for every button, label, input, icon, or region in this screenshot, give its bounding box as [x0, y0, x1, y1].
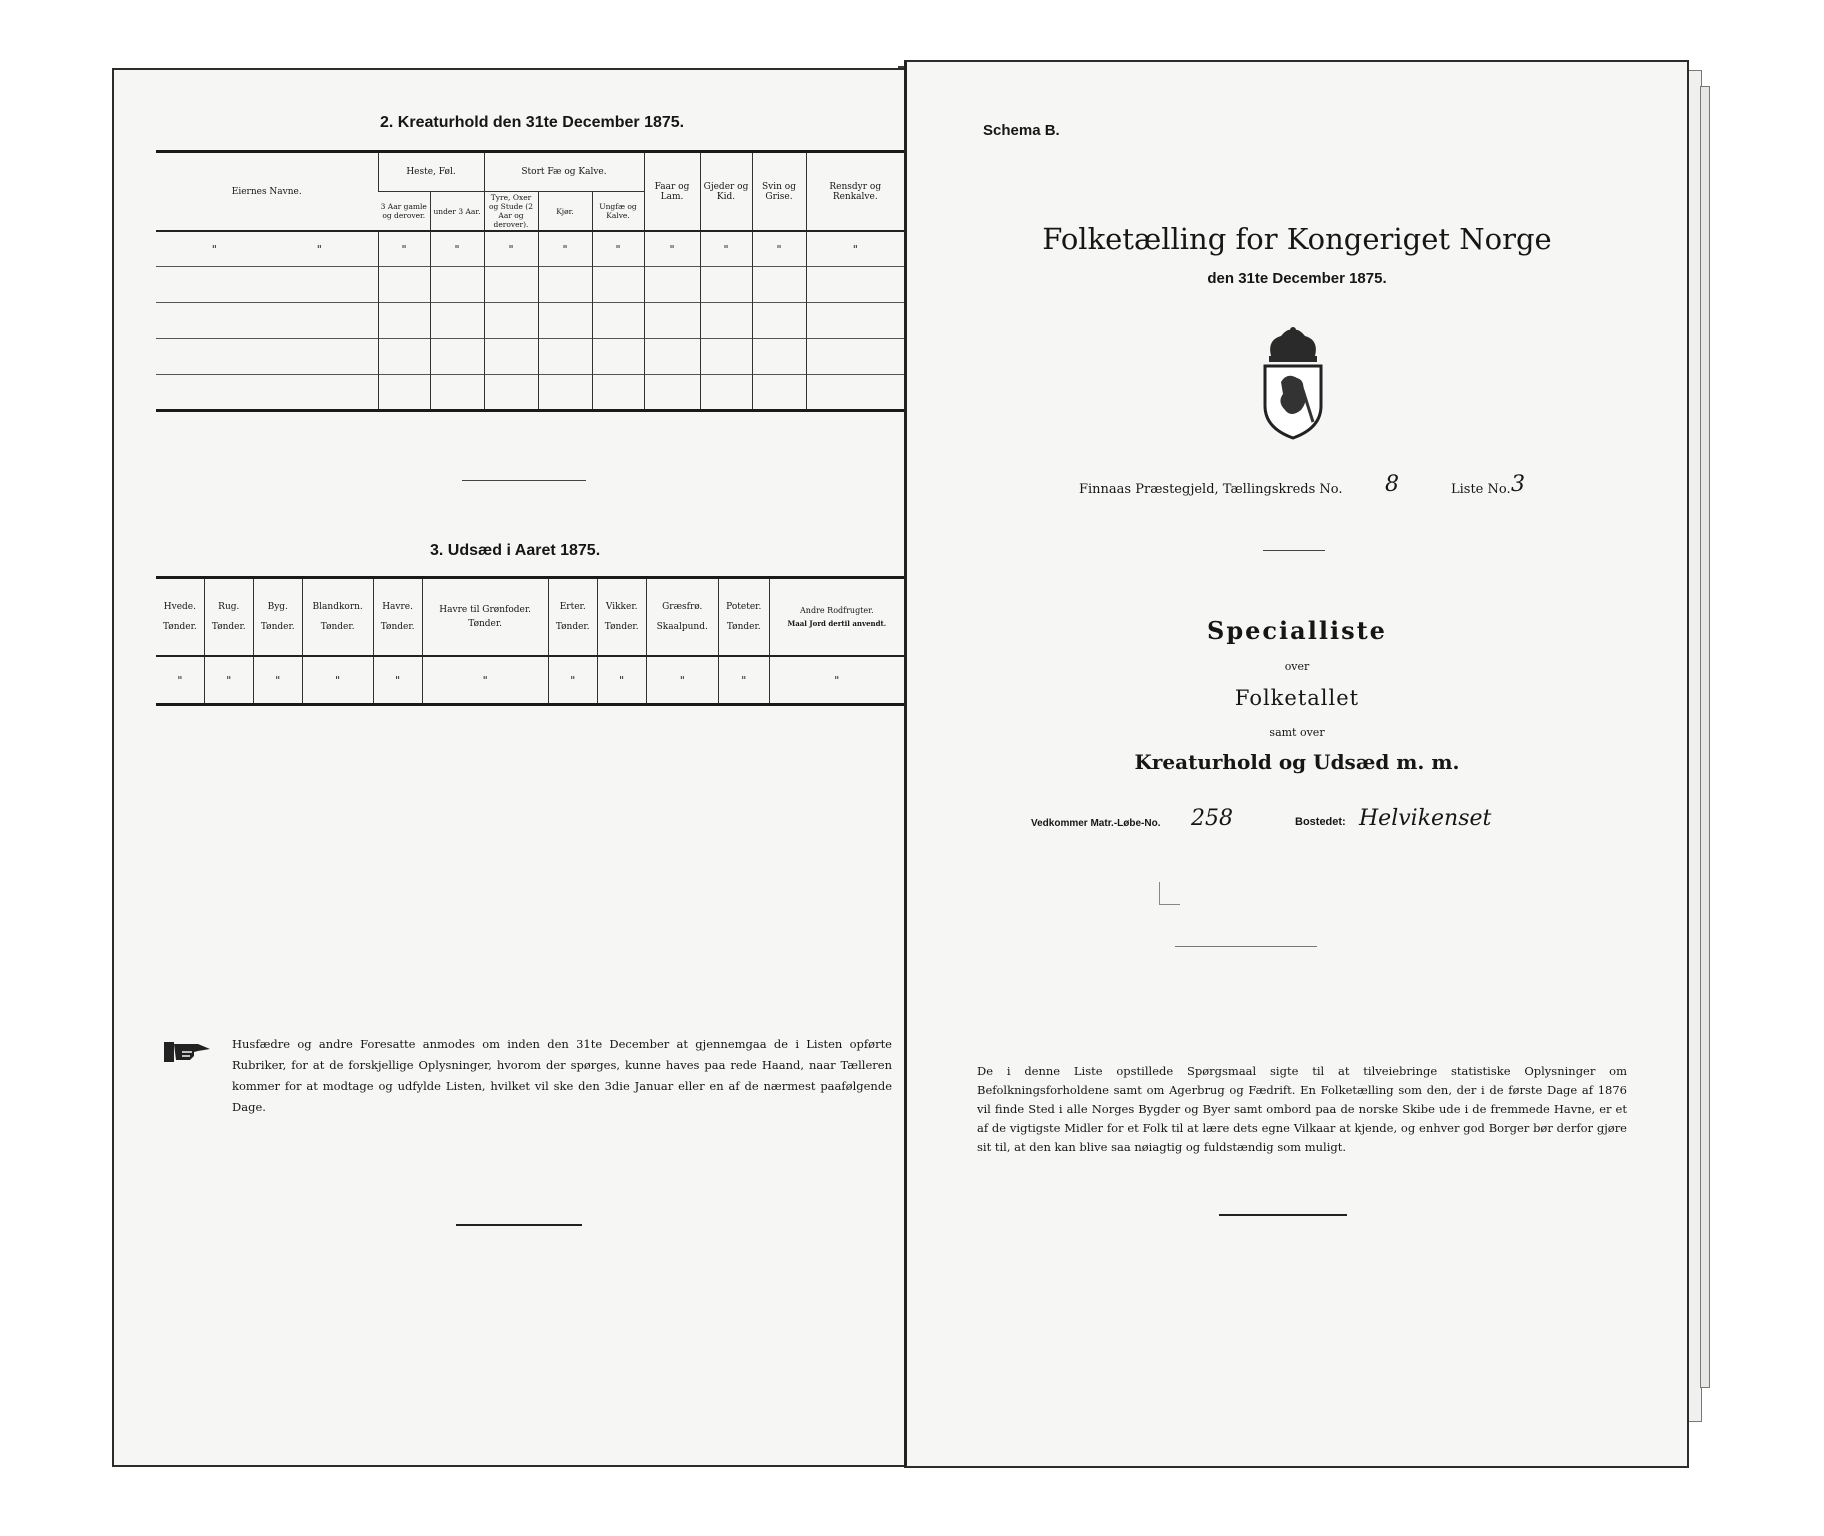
kreaturhold-heading: Kreaturhold og Udsæd m. m.	[1134, 750, 1460, 774]
ditto-mark: "	[700, 231, 752, 267]
stort-fae-header: Stort Fæ og Kalve.	[484, 152, 644, 192]
divider	[456, 1224, 582, 1226]
divider	[1219, 1214, 1347, 1216]
parish-line: Finnaas Præstegjeld, Tællingskreds No.	[1079, 482, 1343, 497]
notice-text: Husfædre og andre Foresatte anmodes om inden den 31te December at gjennemgaa de i Listen opførte Rubriker, for at de forskjellige Oplysninger, hvorom der spørges, kunne haves paa rede Haand, naar Tælleren kommer for at modtage og udfylde Listen, hvilket vil ske den 3die Januar eller en af de nærmest paafølgende Dage.	[232, 1037, 892, 1114]
sub-header: under 3 Aar.	[430, 192, 484, 232]
right-page	[904, 60, 1689, 1468]
ditto-mark: "	[204, 656, 253, 704]
heste-header: Heste, Føl.	[378, 152, 484, 192]
faar-header: Faar og Lam.	[644, 152, 700, 232]
sub-header: 3 Aar gamle og derover.	[378, 192, 430, 232]
seed-header: Byg. Tønder.	[253, 578, 302, 657]
divider	[1175, 946, 1317, 947]
seed-header: Græsfrø. Skaalpund.	[646, 578, 718, 657]
livestock-title: 2. Kreaturhold den 31te December 1875.	[380, 114, 685, 131]
kreds-number: 8	[1385, 472, 1399, 497]
divider	[1263, 550, 1325, 551]
seed-header: Havre. Tønder.	[373, 578, 422, 657]
gjeder-header: Gjeder og Kid.	[700, 152, 752, 232]
seed-header: Vikker. Tønder.	[597, 578, 646, 657]
divider	[462, 480, 586, 481]
matr-label: Vedkommer Matr.-Løbe-No.	[1031, 818, 1161, 829]
ditto-mark: "	[806, 231, 904, 267]
over-label: over	[1284, 660, 1310, 673]
coat-of-arms-icon	[1257, 326, 1329, 444]
ditto-mark: "	[644, 231, 700, 267]
ditto-mark: "	[253, 656, 302, 704]
table-row	[156, 375, 904, 411]
matr-number: 258	[1191, 806, 1233, 831]
pointing-hand-icon	[164, 1038, 212, 1070]
ditto-mark: "	[752, 231, 806, 267]
ditto-mark: "	[177, 673, 183, 687]
seed-table	[156, 576, 904, 706]
svin-header: Svin og Grise.	[752, 152, 806, 232]
seed-header: Hvede. Tønder.	[156, 578, 204, 657]
ditto-mark: "	[769, 656, 904, 704]
seed-header: Blandkorn. Tønder.	[302, 578, 373, 657]
seed-header: Havre til Grønfoder. Tønder.	[422, 578, 548, 657]
seed-header: Andre Rodfrugter. Maal Jord dertil anvendt.	[769, 578, 904, 657]
livestock-table	[156, 150, 904, 412]
rensdyr-header: Rensdyr og Renkalve.	[806, 152, 904, 232]
table-row	[156, 231, 904, 267]
ditto-mark: "	[484, 231, 538, 267]
sub-header: Kjør.	[538, 192, 592, 232]
seed-title: 3. Udsæd i Aaret 1875.	[430, 542, 601, 559]
ditto-mark: "	[597, 656, 646, 704]
faint-mark	[1159, 882, 1180, 905]
ditto-mark: "	[538, 231, 592, 267]
folketallet-heading: Folketallet	[1234, 686, 1360, 710]
liste-number: 3	[1511, 472, 1525, 497]
ditto-mark: "	[422, 656, 548, 704]
ditto-mark: "	[302, 656, 373, 704]
seed-header: Rug. Tønder.	[204, 578, 253, 657]
bosted-label: Bostedet:	[1295, 816, 1346, 828]
sub-header: Ungfæ og Kalve.	[592, 192, 644, 232]
table-row	[156, 267, 904, 303]
ditto-mark: "	[430, 231, 484, 267]
liste-label: Liste No.	[1451, 482, 1511, 497]
table-row	[156, 339, 904, 375]
ditto-mark: "	[718, 656, 769, 704]
ditto-mark: "	[378, 231, 430, 267]
schema-label: Schema B.	[983, 122, 1060, 139]
seed-header: Erter. Tønder.	[548, 578, 597, 657]
ditto-mark: "	[373, 656, 422, 704]
page-title: Folketælling for Kongeriget Norge	[1042, 222, 1552, 256]
ditto-mark: "	[646, 656, 718, 704]
ditto-mark: " "	[211, 242, 322, 256]
samt-over-label: samt over	[1269, 726, 1325, 739]
census-date: den 31te December 1875.	[1207, 270, 1387, 287]
footnote-text: De i denne Liste opstillede Spørgsmaal sigte til at tilveiebringe statistiske Oplysninger om Befolkningsforholdene samt om Agerbrug og Fædrift. En Folketælling som den, der i de første Dage af 1876 vil finde Sted i alle Norges Bygder og Byer samt ombord paa de norske Skibe ude i de fremmede Havne, er et af de vigtigste Midler for et Folk til at lære dets egne Vilkaar at kjende, og enhver god Borger bør derfor gjøre sit til, at den kan blive saa nøiagtig og fuldstændig som muligt.	[977, 1064, 1627, 1154]
specialliste-heading: Specialliste	[1207, 616, 1387, 645]
ditto-mark: "	[592, 231, 644, 267]
bosted-value: Helvikenset	[1359, 806, 1492, 831]
owner-header: Eiernes Navne.	[156, 152, 378, 232]
sub-header: Tyre, Oxer og Stude (2 Aar og derover).	[484, 192, 538, 232]
page-edge-back	[1700, 86, 1710, 1388]
seed-header: Poteter. Tønder.	[718, 578, 769, 657]
table-row	[156, 656, 904, 704]
left-page	[112, 68, 912, 1467]
table-row	[156, 303, 904, 339]
ditto-mark: "	[548, 656, 597, 704]
